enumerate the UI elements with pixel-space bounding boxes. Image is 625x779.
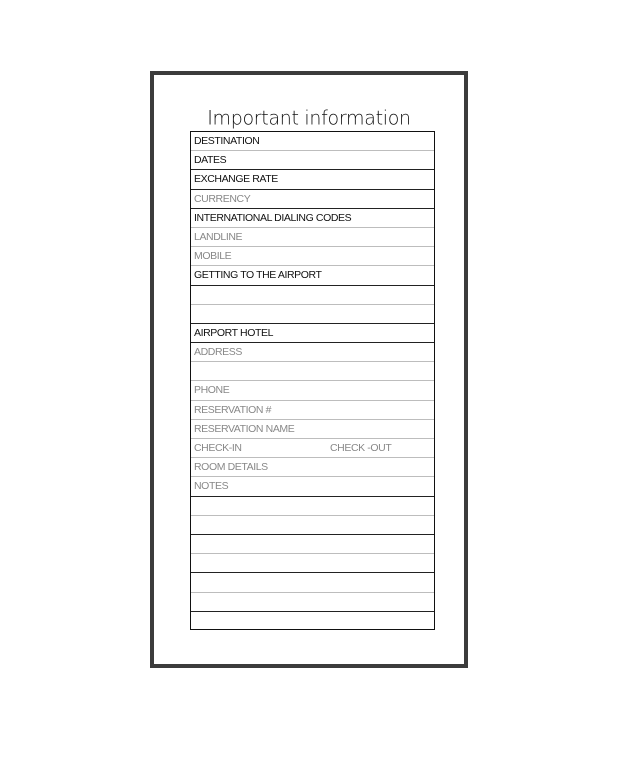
field-row-mobile[interactable] <box>191 247 434 266</box>
blank-row[interactable] <box>191 535 434 554</box>
field-label: RESERVATION # <box>194 403 272 416</box>
field-row-landline[interactable] <box>191 228 434 247</box>
field-label: AIRPORT HOTEL <box>194 326 274 339</box>
blank-row[interactable] <box>191 554 434 573</box>
field-row-airport-hotel[interactable] <box>191 324 434 343</box>
field-label: EXCHANGE RATE <box>194 173 278 186</box>
blank-row[interactable] <box>191 516 434 535</box>
blank-row[interactable] <box>191 612 434 631</box>
field-row-getting-to-the-airport[interactable] <box>191 266 434 285</box>
field-row-exchange-rate[interactable] <box>191 170 434 189</box>
field-label-secondary: CHECK -OUT <box>330 442 392 454</box>
field-row-dates[interactable] <box>191 151 434 170</box>
field-label: NOTES <box>194 480 229 493</box>
blank-row[interactable] <box>191 305 434 324</box>
field-row-room-details[interactable] <box>191 458 434 477</box>
field-row-reservation-name[interactable] <box>191 420 434 439</box>
field-label: DESTINATION <box>194 135 260 147</box>
field-row-notes[interactable] <box>191 477 434 496</box>
field-row-phone[interactable] <box>191 381 434 400</box>
field-label: GETTING TO THE AIRPORT <box>194 269 322 282</box>
field-label: MOBILE <box>194 250 232 263</box>
field-row-reservation[interactable] <box>191 401 434 420</box>
field-label: ROOM DETAILS <box>194 461 268 474</box>
field-label: INTERNATIONAL DIALING CODES <box>194 211 352 224</box>
info-table <box>190 131 435 630</box>
field-row-currency[interactable] <box>191 190 434 209</box>
field-row-destination[interactable] <box>191 132 434 151</box>
field-row-international-dialing-codes[interactable] <box>191 209 434 228</box>
field-label: CHECK-IN <box>194 442 242 454</box>
field-label: LANDLINE <box>194 230 243 243</box>
field-label: DATES <box>194 154 227 167</box>
blank-row[interactable] <box>191 593 434 612</box>
blank-row[interactable] <box>191 362 434 381</box>
field-row-check-in[interactable] <box>191 439 434 458</box>
field-row-address[interactable] <box>191 343 434 362</box>
page-title: Important information <box>207 106 411 130</box>
field-label: RESERVATION NAME <box>194 422 295 435</box>
field-label: ADDRESS <box>194 346 242 359</box>
blank-row[interactable] <box>191 497 434 516</box>
blank-row[interactable] <box>191 573 434 592</box>
field-label: PHONE <box>194 384 230 397</box>
field-label: CURRENCY <box>194 192 251 205</box>
planner-page <box>150 71 468 668</box>
blank-row[interactable] <box>191 286 434 305</box>
